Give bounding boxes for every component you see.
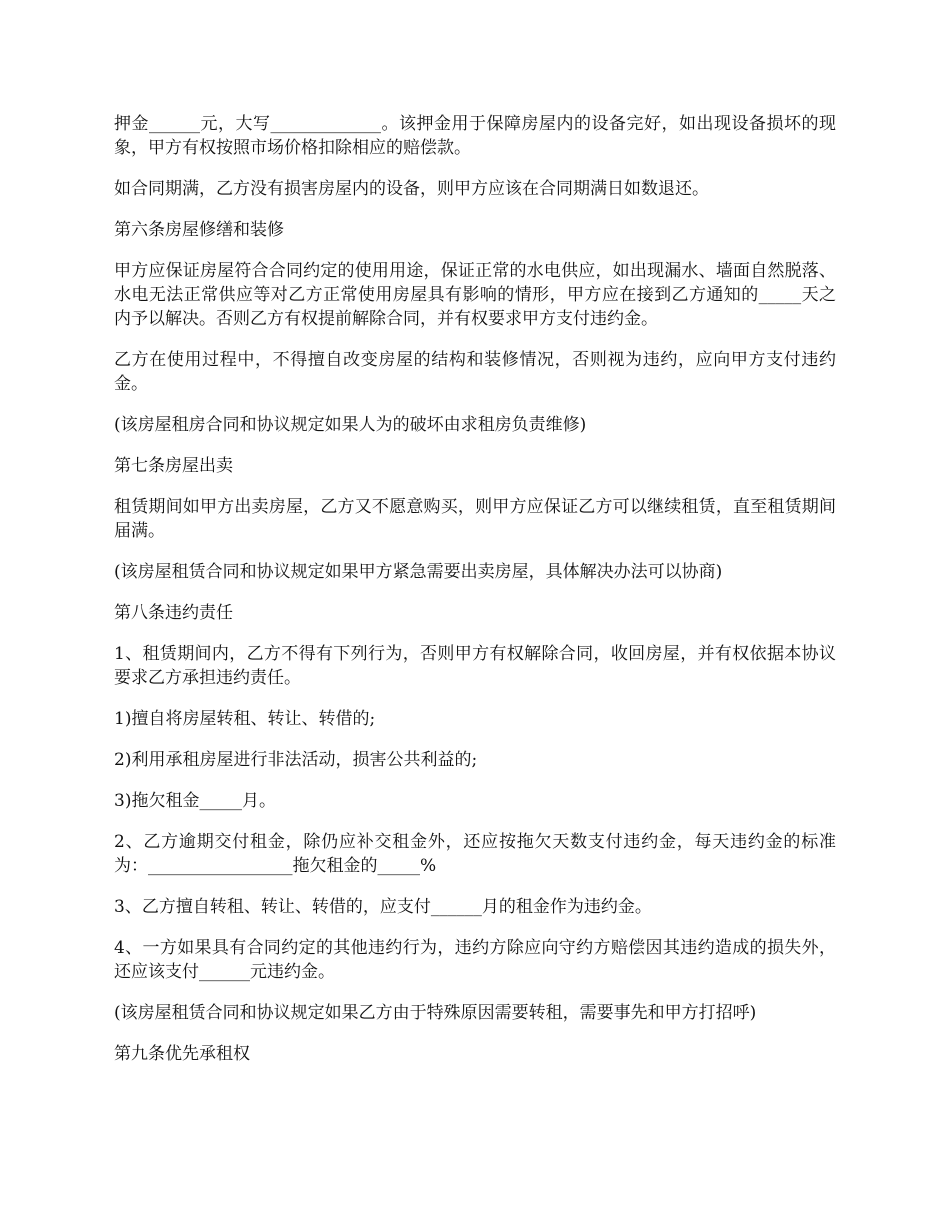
breach-clause-4: 4、一方如果具有合同约定的其他违约行为，违约方除应向守约方赔偿因其违约造成的损失外，还应该支付______元违约金。 xyxy=(114,938,836,982)
breach-item-1: 1)擅自将房屋转租、转让、转借的; xyxy=(114,709,376,729)
breach-item-3: 3)拖欠租金_____月。 xyxy=(114,791,276,811)
document-page xyxy=(114,112,836,1083)
article-8-heading: 第八条违约责任 xyxy=(114,603,233,623)
article-6-heading: 第六条房屋修缮和装修 xyxy=(114,220,284,240)
deposit-refund-paragraph: 如合同期满，乙方没有损害房屋内的设备，则甲方应该在合同期满日如数退还。 xyxy=(114,179,709,199)
sublet-note-paragraph: (该房屋租赁合同和协议规定如果乙方由于特殊原因需要转租，需要事先和甲方打招呼) xyxy=(114,1003,757,1023)
sale-paragraph: 租赁期间如甲方出卖房屋，乙方又不愿意购买，则甲方应保证乙方可以继续租赁，直至租赁期间届满。 xyxy=(114,497,836,541)
breach-clause-2: 2、乙方逾期交付租金，除仍应补交租金外，还应按拖欠天数支付违约金，每天违约金的标准为：_________________拖欠租金的_____% xyxy=(114,832,836,876)
sale-note-paragraph: (该房屋租赁合同和协议规定如果甲方紧急需要出卖房屋，具体解决办法可以协商) xyxy=(114,562,723,582)
article-7-heading: 第七条房屋出卖 xyxy=(114,456,233,476)
renovation-restriction-paragraph: 乙方在使用过程中，不得擅自改变房屋的结构和装修情况，否则视为违约，应向甲方支付违约金。 xyxy=(114,350,836,394)
article-9-heading: 第九条优先承租权 xyxy=(114,1044,250,1064)
breach-item-2: 2)利用承租房屋进行非法活动，损害公共利益的; xyxy=(114,750,478,770)
repair-note-paragraph: (该房屋租房合同和协议规定如果人为的破坏由求租房负责维修) xyxy=(114,415,587,435)
breach-clause-3: 3、乙方擅自转租、转让、转借的，应支付______月的租金作为违约金。 xyxy=(114,897,652,917)
deposit-paragraph: 押金______元，大写_____________。该押金用于保障房屋内的设备完好，如出现设备损坏的现象，甲方有权按照市场价格扣除相应的赔偿款。 xyxy=(114,114,836,158)
repair-obligation-paragraph: 甲方应保证房屋符合合同约定的使用用途，保证正常的水电供应，如出现漏水、墙面自然脱落、水电无法正常供应等对乙方正常使用房屋具有影响的情形，甲方应在接到乙方通知的_____天之内予以解决。否则乙方有权提前解除合同，并有权要求甲方支付违约金。 xyxy=(114,261,836,329)
breach-clause-1: 1、租赁期间内，乙方不得有下列行为，否则甲方有权解除合同，收回房屋，并有权依据本协议要求乙方承担违约责任。 xyxy=(114,644,836,688)
